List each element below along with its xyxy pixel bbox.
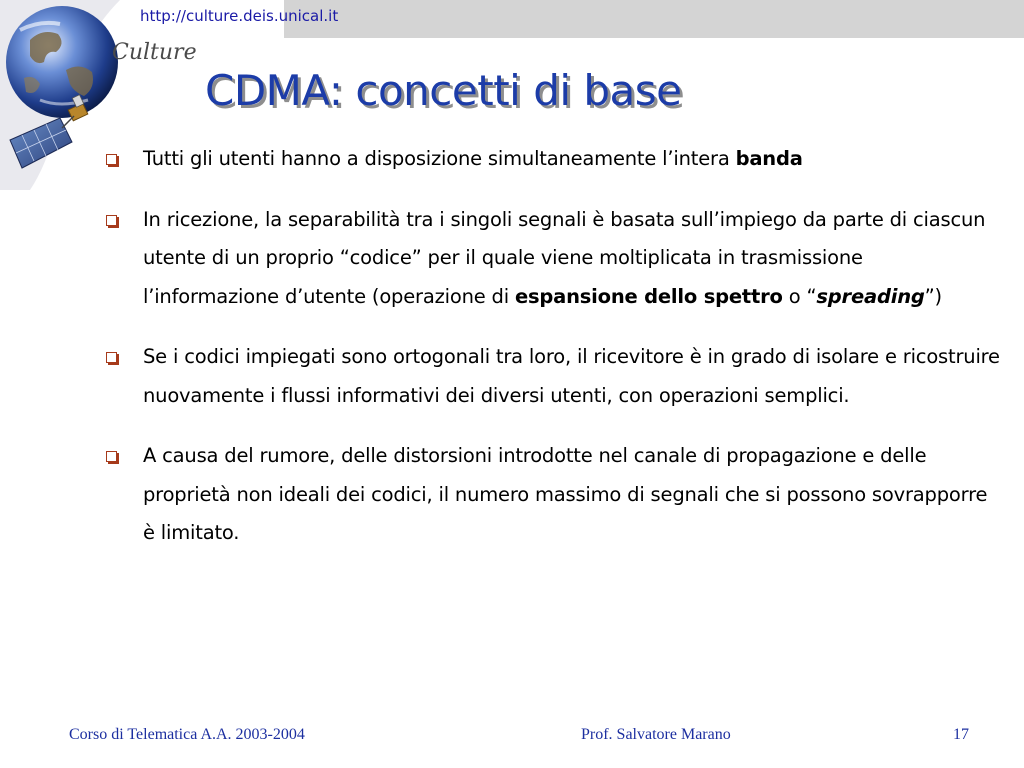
bullet-item: [100, 140, 1000, 179]
bullet-item: [100, 201, 1000, 317]
bullet-text: Tutti gli utenti hanno a disposizione simultaneamente l’intera: [143, 147, 736, 170]
bullet-item: [100, 338, 1000, 415]
page-number: 17: [953, 726, 969, 743]
bullet-text: ”): [924, 284, 942, 308]
square-bullet-icon: [106, 215, 117, 226]
bullet-bold-text: espansione dello spettro: [514, 284, 783, 308]
bullet-text: In ricezione, la separabilità tra i singoli segnali è basata sull’impiego da parte di ciascun utente di un proprio “codice” per il quale viene moltiplicata in trasmissione l’informazione d’utente (operazione di: [143, 207, 986, 308]
bullet-text: A causa del rumore, delle distorsioni introdotte nel canale di propagazione e delle proprietà non ideali dei codici, il numero massimo di segnali che si possono sovrapporre è limitato.: [143, 444, 988, 544]
slide-title: CDMA: concetti di base: [205, 66, 682, 115]
header-url[interactable]: http://culture.deis.unical.it: [140, 7, 339, 25]
square-bullet-icon: [106, 352, 117, 363]
bullet-text: o “: [782, 284, 817, 308]
globe-icon: [6, 6, 118, 118]
logo-text: Culture: [112, 40, 197, 65]
square-bullet-icon: [106, 154, 117, 165]
bullet-bold-text: banda: [735, 147, 803, 170]
square-bullet-icon: [106, 451, 117, 462]
footer-author: Prof. Salvatore Marano: [581, 726, 731, 743]
bullet-list: [100, 140, 1000, 575]
footer-course: Corso di Telematica A.A. 2003-2004: [69, 726, 305, 743]
bullet-text: Se i codici impiegati sono ortogonali tra loro, il ricevitore è in grado di isolare e ricostruire nuovamente i flussi informativi dei diversi utenti, con operazioni semplici.: [143, 345, 1000, 407]
bullet-bolditalic-text: spreading: [816, 284, 925, 308]
bullet-item: [100, 437, 1000, 553]
